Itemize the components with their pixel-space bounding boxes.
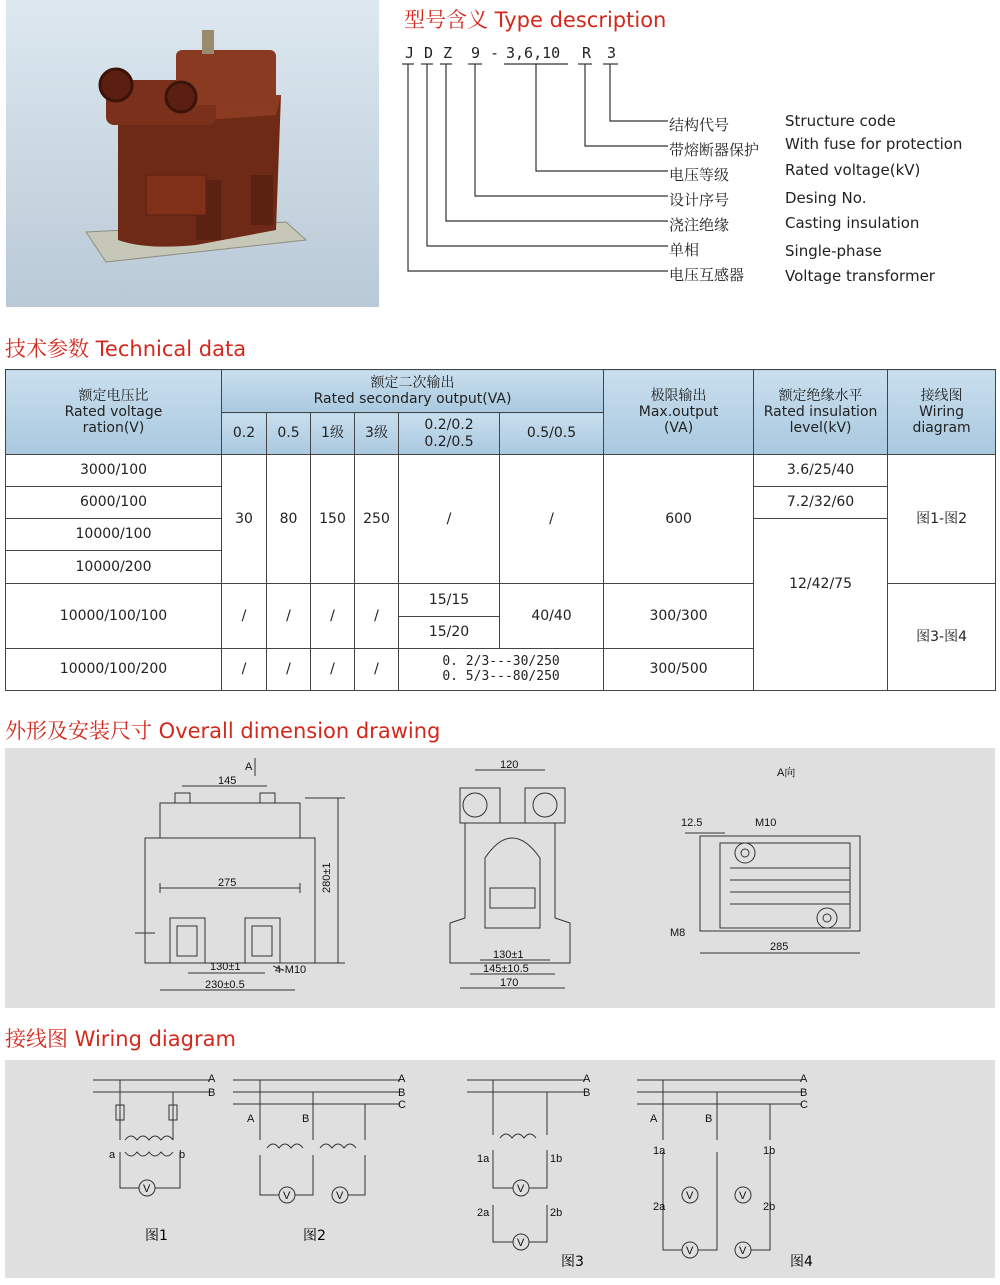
cell-slash-1: / <box>222 584 267 649</box>
wiring-fig1-phase-b: B <box>208 1087 216 1099</box>
header-class-02: 0.2 <box>222 413 267 455</box>
wiring-fig1-term-b: b <box>179 1149 186 1161</box>
cell-slash-7: / <box>311 649 355 691</box>
wiring-fig4-term-a: A <box>650 1113 658 1125</box>
code-letter-j: J <box>405 44 415 62</box>
product-photo <box>6 0 379 307</box>
cell-slash-4: / <box>355 584 399 649</box>
desc-en-casting: Casting insulation <box>785 214 920 232</box>
cell-ratio-3000: 3000/100 <box>6 455 222 487</box>
cell-ratio-6000: 6000/100 <box>6 487 222 519</box>
dim-view-m8: M8 <box>670 927 686 939</box>
cell-ins-3: 12/42/75 <box>754 519 888 691</box>
wiring-fig4-term-1b: 1b <box>763 1145 776 1157</box>
cell-slash-8: / <box>355 649 399 691</box>
wiring-fig3-term-2b: 2b <box>550 1207 563 1219</box>
dim-side-top: 120 <box>500 759 519 771</box>
cell-slash-6: / <box>267 649 311 691</box>
code-voltage: 3,6,10 <box>506 44 561 62</box>
cell-max-300-500: 300/500 <box>604 649 754 691</box>
code-letter-d: D <box>424 44 434 62</box>
dim-front-base2: 230±0.5 <box>205 979 245 991</box>
wiring-fig4-phase-b: B <box>800 1087 808 1099</box>
cell-max-600: 600 <box>604 455 754 584</box>
cell-ins-2: 7.2/32/60 <box>754 487 888 519</box>
desc-cn-fuse: 带熔断器保护 <box>669 141 760 159</box>
wiring-fig4-voltmeter-2: V <box>739 1190 747 1202</box>
header-class-1: 1级 <box>311 413 355 455</box>
wiring-fig4-voltmeter-3: V <box>686 1245 694 1257</box>
dim-side-base3: 170 <box>500 977 519 989</box>
header-class-05: 0.5 <box>267 413 311 455</box>
desc-cn-voltage: 电压等级 <box>669 166 730 184</box>
wiring-fig1-term-a: a <box>109 1149 116 1161</box>
type-description-title: 型号含义 Type description <box>404 8 667 32</box>
cell-v02: 30 <box>222 455 267 584</box>
wiring-fig4-phase-c: C <box>800 1099 808 1111</box>
dim-front-base1: 130±1 <box>210 961 241 973</box>
cell-15-20: 15/20 <box>399 617 500 649</box>
dim-front-height: 280±1 <box>321 862 333 893</box>
wiring-panel <box>5 1060 995 1278</box>
code-letter-z: Z <box>443 44 453 62</box>
desc-en-voltage: Rated voltage(kV) <box>785 161 921 179</box>
dim-view-m10: M10 <box>755 817 777 829</box>
dim-front-holes: 4-M10 <box>275 964 307 976</box>
wiring-fig4-term-1a: 1a <box>653 1145 666 1157</box>
wiring-fig3-voltmeter-2: V <box>517 1237 525 1249</box>
technical-data-table <box>5 369 996 691</box>
header-insulation: 额定绝缘水平 Rated insulation level(kV) <box>754 370 888 455</box>
wiring-fig4-term-2a: 2a <box>653 1201 666 1213</box>
dim-view-title: A向 <box>777 767 796 779</box>
wiring-fig2-term-b1: B <box>302 1113 310 1125</box>
wiring-fig3-phase-b: B <box>583 1087 591 1099</box>
cell-dual-a: / <box>399 455 500 584</box>
wiring-fig3-phase-a: A <box>583 1073 591 1085</box>
cell-ratio-10000-200: 10000/200 <box>6 551 222 584</box>
wiring-fig4-term-2b: 2b <box>763 1201 776 1213</box>
wiring-fig2-phase-a: A <box>398 1073 406 1085</box>
dimension-panel <box>5 748 995 1008</box>
wiring-fig3-label: 图3 <box>561 1254 584 1270</box>
technical-data-title: 技术参数 Technical data <box>5 337 247 361</box>
desc-en-vt: Voltage transformer <box>785 267 935 285</box>
dim-view-width: 285 <box>770 941 789 953</box>
wiring-fig1-label: 图1 <box>145 1228 168 1244</box>
transformer-image <box>6 0 379 307</box>
wiring-fig1-voltmeter: V <box>143 1183 151 1195</box>
wiring-diagrams <box>5 1060 995 1278</box>
desc-cn-vt: 电压互感器 <box>669 266 745 284</box>
desc-en-structure: Structure code <box>785 112 896 130</box>
header-ratio: 额定电压比 Rated voltage ration(V) <box>6 370 222 455</box>
wiring-fig4-phase-a: A <box>800 1073 808 1085</box>
code-design-no: 9 <box>471 44 481 62</box>
dim-arrow-a: A <box>245 761 253 773</box>
header-class-dual: 0.2/0.2 0.2/0.5 <box>399 413 500 455</box>
cell-15-15: 15/15 <box>399 584 500 617</box>
dim-view-d1: 12.5 <box>681 817 703 829</box>
cell-wiring-a: 图1-图2 <box>888 455 996 584</box>
cell-slash-2: / <box>267 584 311 649</box>
cell-slash-5: / <box>222 649 267 691</box>
desc-en-single: Single-phase <box>785 242 882 260</box>
cell-ratio-10000-100-200: 10000/100/200 <box>6 649 222 691</box>
cell-ratio-10000: 10000/100 <box>6 519 222 551</box>
desc-en-design: Desing No. <box>785 189 867 207</box>
cell-wiring-b: 图3-图4 <box>888 584 996 691</box>
wiring-fig2-voltmeter-2: V <box>336 1190 344 1202</box>
cell-ratio-10000-100-100: 10000/100/100 <box>6 584 222 649</box>
wiring-fig4-voltmeter-1: V <box>686 1190 694 1202</box>
wiring-fig3-voltmeter-1: V <box>517 1183 525 1195</box>
wiring-fig2-voltmeter-1: V <box>283 1190 291 1202</box>
dim-side-base2: 145±10.5 <box>483 963 529 975</box>
cell-v3: 250 <box>355 455 399 584</box>
desc-en-fuse: With fuse for protection <box>785 135 963 153</box>
dimension-title: 外形及安装尺寸 Overall dimension drawing <box>5 719 441 743</box>
wiring-fig1-phase-a: A <box>208 1073 216 1085</box>
code-structure: 3 <box>607 44 617 62</box>
wiring-fig2-phase-b: B <box>398 1087 406 1099</box>
code-letter-r: R <box>582 44 592 62</box>
desc-cn-structure: 结构代号 <box>669 116 730 134</box>
header-max-output: 极限输出 Max.output (VA) <box>604 370 754 455</box>
desc-cn-design: 设计序号 <box>669 191 730 209</box>
header-class-05-05: 0.5/0.5 <box>500 413 604 455</box>
dimension-drawings <box>5 748 995 1008</box>
dim-front-top: 145 <box>218 775 237 787</box>
header-output: 额定二次输出 Rated secondary output(VA) <box>222 370 604 413</box>
code-leader-lines <box>400 60 680 280</box>
wiring-fig3-term-1b: 1b <box>550 1153 563 1165</box>
wiring-fig3-term-2a: 2a <box>477 1207 490 1219</box>
wiring-title: 接线图 Wiring diagram <box>5 1027 236 1051</box>
cell-40-40: 40/40 <box>500 584 604 649</box>
header-class-3: 3级 <box>355 413 399 455</box>
cell-max-300-300: 300/300 <box>604 584 754 649</box>
cell-v05: 80 <box>267 455 311 584</box>
cell-ins-1: 3.6/25/40 <box>754 455 888 487</box>
wiring-fig2-term-a1: A <box>247 1113 255 1125</box>
desc-cn-single: 单相 <box>669 241 700 259</box>
wiring-fig2-phase-c: C <box>398 1099 406 1111</box>
code-dash: - <box>490 44 500 62</box>
wiring-fig2-label: 图2 <box>303 1228 326 1244</box>
cell-combined-output: 0. 2/3---30/250 0. 5/3---80/250 <box>399 649 604 691</box>
wiring-fig4-voltmeter-4: V <box>739 1245 747 1257</box>
wiring-fig4-label: 图4 <box>790 1254 813 1270</box>
wiring-fig3-term-1a: 1a <box>477 1153 490 1165</box>
dim-side-base1: 130±1 <box>493 949 524 961</box>
cell-slash-3: / <box>311 584 355 649</box>
dim-front-width: 275 <box>218 877 237 889</box>
header-wiring: 接线图 Wiring diagram <box>888 370 996 455</box>
cell-dual-b: / <box>500 455 604 584</box>
wiring-fig4-term-b: B <box>705 1113 713 1125</box>
cell-v1: 150 <box>311 455 355 584</box>
desc-cn-casting: 浇注绝缘 <box>669 216 730 234</box>
